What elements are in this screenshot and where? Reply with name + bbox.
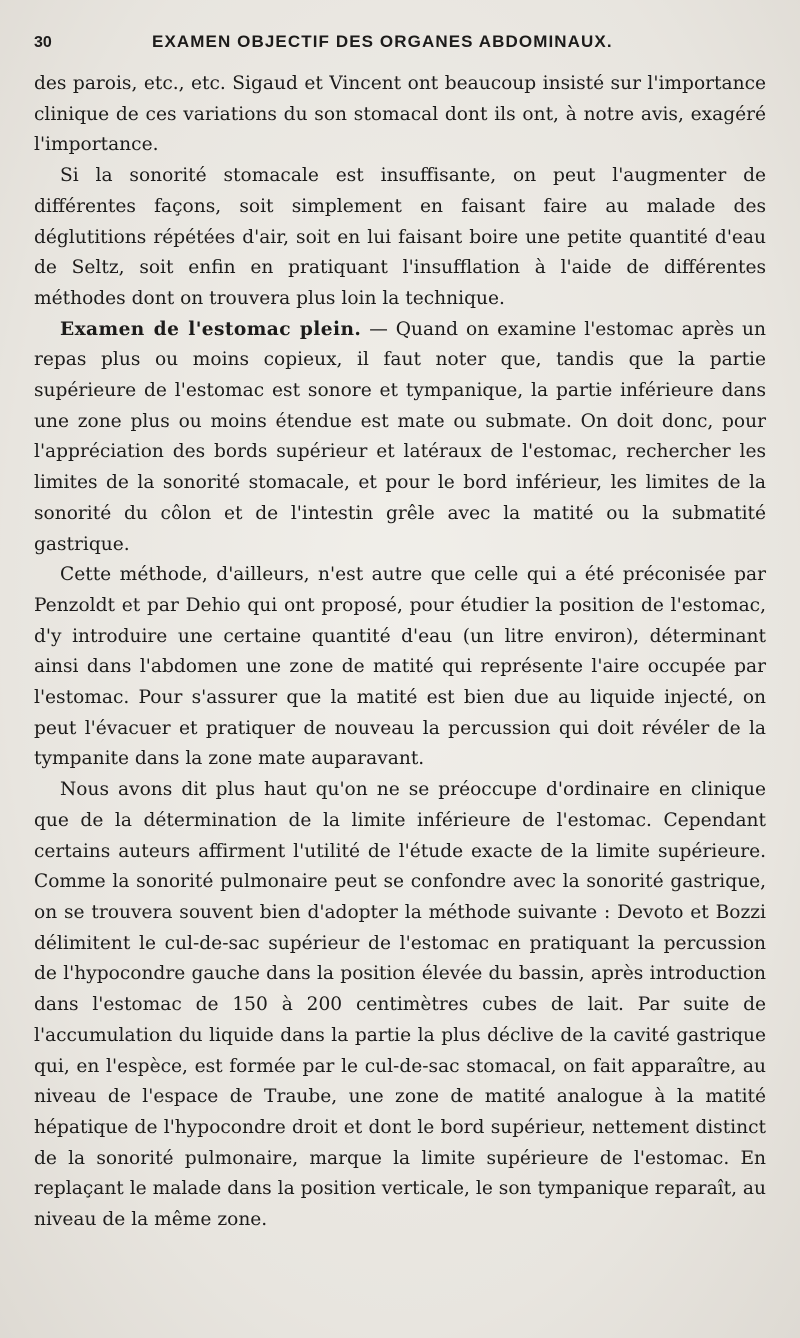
paragraph-sonority bbox=[34, 161, 766, 315]
paragraph-full-stomach bbox=[34, 315, 766, 561]
paragraph-text: Cette méthode, d'ailleurs, n'est autre que celle qui a été préconisée par Penzoldt et par Dehio qui ont proposé, pour étudier la position de l'estomac, d'y introduire une certaine quantité d'eau (un litre environ), déterminant ainsi dans l'abdomen une zone de matité qui représente l'aire occupée par l'estomac. Pour s'assurer que la matité est bien due au liquide injecté, on peut l'évacuer et pratiquer de nouveau la percussion qui doit révéler de la tympanite dans la zone mate auparavant. bbox=[34, 564, 766, 770]
page-header bbox=[32, 32, 768, 58]
body-text bbox=[34, 69, 766, 1236]
section-heading: Examen de l'estomac plein. bbox=[60, 318, 362, 340]
paragraph-method bbox=[34, 560, 766, 775]
page-number: 30 bbox=[34, 34, 52, 51]
paragraph-upper-limit bbox=[34, 775, 766, 1236]
paragraph-text: Si la sonorité stomacale est insuffisante, on peut l'augmenter de différentes façons, soit simplement en faisant faire au malade des déglutitions répétées d'air, soit en lui faisant boire une petite quantité d'eau de Seltz, soit enfin en pratiquant l'insufflation à l'aide de différentes méthodes dont on trouvera plus loin la technique. bbox=[34, 165, 766, 309]
paragraph-continuation bbox=[34, 69, 766, 161]
paragraph-text: Nous avons dit plus haut qu'on ne se préoccupe d'ordinaire en clinique que de la détermination de la limite inférieure de l'estomac. Cependant certains auteurs affirment l'utilité de l'étude exacte de la limite supérieure. Comme la sonorité pulmonaire peut se confondre avec la sonorité gastrique, on se trouvera souvent bien d'adopter la méthode suivante : Devoto et Bozzi délimitent le cul-de-sac supérieur de l'estomac en pratiquant la percussion de l'hypocondre gauche dans la position élevée du bassin, après introduction dans l'estomac de 150 à 200 centimètres cubes de lait. Par suite de l'accumulation du liquide dans la partie la plus déclive de la cavité gastrique qui, en l'espèce, est formée par le cul-de-sac stomacal, on fait apparaître, au niveau de l'espace de Traube, une zone de matité analogue à la matité hépatique de l'hypocondre droit et dont le bord supérieur, nettement distinct de la sonorité pulmonaire, marque la limite supérieure de l'estomac. En replaçant le malade dans la position verticale, le son tympanique reparaît, au niveau de la même zone. bbox=[34, 779, 766, 1231]
running-title: EXAMEN OBJECTIF DES ORGANES ABDOMINAUX. bbox=[152, 32, 613, 51]
paragraph-text: — Quand on examine l'estomac après un repas plus ou moins copieux, il faut noter que, tandis que la partie supérieure de l'estomac est sonore et tympanique, la partie inférieure dans une zone plus ou moins étendue est mate ou submate. On doit donc, pour l'appréciation des bords supérieur et latéraux de l'estomac, rechercher les limites de la sonorité stomacale, et pour le bord inférieur, les limites de la sonorité du côlon et de l'intestin grêle avec la matité ou la submatité gastrique. bbox=[34, 318, 766, 555]
paragraph-text: des parois, etc., etc. Sigaud et Vincent ont beaucoup insisté sur l'importance clinique de ces variations du son stomacal dont ils ont, à notre avis, exagéré l'importance. bbox=[34, 73, 766, 156]
